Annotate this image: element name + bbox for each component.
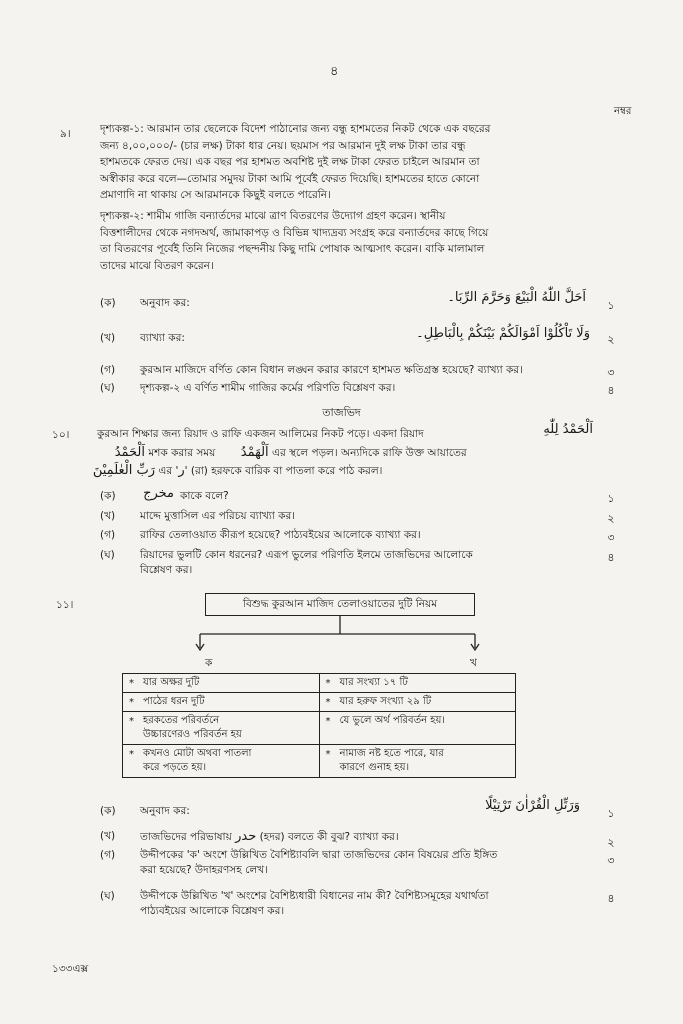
q11-rules-table [122, 673, 516, 778]
q10-sub-kha-letter: (খ) [100, 510, 116, 522]
cell-text: উচ্চারণেরও পরিবর্তন হয় [143, 729, 242, 740]
table-cell-right: * যে ভুলে অর্থ পরিবর্তন হয়। [319, 712, 516, 745]
question-9-number: ৯। [60, 128, 71, 140]
q9-sub-ga-mark: ৩ [607, 366, 615, 379]
q11-sub-ka-mark: ১ [607, 807, 615, 820]
cell-text: যার সংখ্যা ১৭ টি [339, 677, 408, 688]
text-line: তাদের মাঝে বিতরণ করেন। [100, 259, 214, 272]
cell-text: নামাজ নষ্ট হতে পারে, যার [339, 748, 444, 759]
text-line: হাশমতকে ফেরত দেয়। এক বছর পর হাশমত অবশিষ্ট দুই লক্ষ টাকা ফেরত চাইলে আরমান তা [100, 156, 480, 168]
q11-right-label: খ [470, 657, 477, 669]
q11-sub-kha-text [140, 829, 399, 845]
q10-arabic-alhamdulillah: اَلْحَمْدُ لِلّٰهِ [543, 422, 593, 437]
text-line: উদ্দীপকে উল্লিখিত 'খ' অংশের বৈশিষ্ট্যধারী বিধানের নাম কী? বৈশিষ্ট্যসমূহের যথার্থতা [140, 890, 489, 902]
question-10-number: ১০। [52, 429, 70, 441]
cell-text: কখনও মোটা অথবা পাতলা [143, 748, 252, 759]
q11-sub-ka-text: অনুবাদ কর: [140, 805, 190, 817]
text-line: দৃশ্যকল্প-২: শামীম গাজি বন্যার্তদের মাঝে ত্রাণ বিতরণের উদ্যোগ গ্রহণ করেন। স্থানীয় [100, 210, 446, 222]
q11-left-label: ক [205, 657, 213, 669]
table-cell-left: * পাঠের ধরন দুটি [123, 693, 320, 712]
q10-sub-kha-text: মাদ্দে মুত্তাসিল এর পরিচয় ব্যাখ্যা কর। [140, 510, 296, 522]
q11-sub-kha-text-a: তাজভিদের পরিভাষায় [140, 831, 232, 843]
q9-sub-kha-letter: (খ) [100, 332, 116, 344]
q11-sub-ka-letter: (ক) [100, 805, 116, 817]
table-cell-right: * নামাজ নষ্ট হতে পারে, যার কারণে গুনাহ হয়। [319, 745, 516, 778]
q9-sub-ka-arabic: اَحَلَّ اللّٰهُ الْبَيْعَ وَحَرَّمَ الرِّبَا۔ [447, 290, 586, 305]
q11-sub-ga-letter: (গ) [100, 849, 116, 861]
table-cell-left: * যার অক্ষর দুটি [123, 674, 320, 693]
q10-sub-ga-mark: ৩ [607, 531, 615, 544]
q10-sub-gha-letter: (ঘ) [100, 549, 115, 561]
q11-sub-kha-text-b: (হদর) বলতে কী বুঝ? ব্যাখ্যা কর। [259, 831, 399, 843]
q9-sub-kha-mark: ২ [607, 333, 615, 346]
q9-sub-ga-letter: (গ) [100, 364, 116, 376]
table-cell-right: * যার হরুফ সংখ্যা ২৯ টি [319, 693, 516, 712]
q10-line-3b-text: ' (রা) হরফকে বারিক বা পাতলা করে পাঠ করল। [184, 465, 383, 477]
q10-sub-ka-letter: (ক) [100, 490, 116, 502]
q9-sub-ka-text: অনুবাদ কর: [140, 297, 190, 309]
cell-text: যার অক্ষর দুটি [143, 677, 200, 688]
text-line: করা হয়েছে? উদাহরণসহ লেখ। [140, 864, 268, 876]
q11-sub-gha-mark: ৪ [607, 892, 615, 905]
q11-sub-gha-letter: (ঘ) [100, 890, 115, 902]
text-line: অস্বীকার করে বলে—তোমার সমুদয় টাকা আমি পূর্বেই ফেরত দিয়েছি। হাশমতের হাতে কোনো [100, 172, 480, 185]
q10-arabic-alhamdu-wrong: اَلْهَمْدُ [240, 445, 269, 460]
text-line: উদ্দীপকের 'ক' অংশে উল্লিখিত বৈশিষ্ট্যাবলি দ্বারা তাজভিদের কোন বিষয়ের প্রতি ইঙ্গিত [140, 849, 498, 861]
table-cell-right: * যার সংখ্যা ১৭ টি [319, 674, 516, 693]
q10-sub-ga-text: রাফির তেলাওয়াত কীরূপ হয়েছে? পাঠ্যবইয়ের আলোকে ব্যাখ্যা কর। [140, 529, 421, 541]
table-row [123, 745, 516, 778]
cell-text: যে ভুলে অর্থ পরিবর্তন হয়। [339, 715, 445, 726]
table-row [123, 674, 516, 693]
table-cell-left: * কখনও মোটা অথবা পাতলা করে পড়তে হয়। [123, 745, 320, 778]
question-11-number: ১১। [56, 599, 74, 611]
cell-text: পাঠের ধরন দুটি [143, 696, 205, 707]
q10-sub-gha-mark: ৪ [607, 551, 615, 564]
table-row [123, 693, 516, 712]
q10-sub-ka-arabic: مخرج [143, 486, 174, 501]
q9-sub-gha-mark: ৪ [607, 384, 615, 397]
q10-arabic-alhamdu: اَلْحَمْدُ [114, 445, 145, 460]
marks-column-header: নম্বর [614, 106, 632, 117]
q9-sub-kha-text: ব্যাখ্যা কর: [140, 332, 185, 344]
q10-arabic-rabbil-alamin: رَبِّ الْعٰلَمِيْنَ [92, 463, 155, 478]
q11-diagram-title-box: বিশুদ্ধ কুরআন মাজিদ তেলাওয়াতের দুটি নিয়ম [205, 593, 475, 616]
text-line: বিশ্লেষণ কর। [140, 564, 193, 576]
table-cell-left: * হরকতের পরিবর্তনে উচ্চারণেরও পরিবর্তন হয় [123, 712, 320, 745]
q10-sub-ka-text: কাকে বলে? [180, 490, 229, 502]
q9-sub-gha-text: দৃশ্যকল্প-২ এ বর্ণিত শামীম গাজির কর্মের পরিণতি বিশ্লেষণ কর। [140, 382, 396, 394]
q11-sub-ga-mark: ৩ [607, 854, 615, 867]
text-line: দৃশ্যকল্প-১: আরমান তার ছেলেকে বিদেশ পাঠানোর জন্য বন্ধু হাশমতের নিকট থেকে এক বছরের [100, 123, 491, 135]
cell-text: করে পড়তে হয়। [143, 762, 207, 773]
q10-line-2c-text: পড়ল। অন্যদিকে রাফি উক্ত আয়াতের [311, 447, 467, 459]
cell-text: যার হরুফ সংখ্যা ২৯ টি [339, 696, 432, 707]
q11-sub-ga-text [140, 848, 600, 878]
text-line: রিয়াদের ভুলটি কোন ধরনের? এরূপ ভুলের পরিণতি ইলমে তাজভিদের আলোকে [140, 549, 473, 561]
q10-line-3a-text: এর ' [158, 465, 179, 477]
q11-sub-ka-arabic: وَرَتِّلِ الْقُرْاٰنَ تَرْتِيْلًا [485, 798, 580, 813]
text-line: জন্য ৪,০০,০০০/- (চার লক্ষ) টাকা ধার নেয়। ছয়মাস পর আরমান দুই লক্ষ টাকা তার বন্ধু [100, 139, 466, 152]
q11-sub-kha-letter: (খ) [100, 830, 116, 842]
q11-sub-kha-mark: ২ [607, 836, 615, 849]
q9-sub-ka-letter: (ক) [100, 297, 116, 309]
q10-sub-ga-letter: (গ) [100, 529, 116, 541]
text-line: প্রমাণাদি না থাকায় সে আরমানকে কিছুই বলতে পারেনি। [100, 189, 331, 201]
q10-sub-kha-mark: ২ [607, 512, 615, 525]
q10-arabic-ra: ر [178, 463, 185, 478]
table-row [123, 712, 516, 745]
text-line: তা বিতরণের পূর্বেই তিনি নিজের পছন্দনীয় কিছু দামি পোষাক আত্মসাৎ করেন। বাকি মালামাল [100, 243, 485, 255]
q11-sub-kha-arabic: حدر [235, 829, 257, 844]
q10-line-2-text: মশক করার সময় [148, 447, 216, 459]
q11-sub-gha-text [140, 889, 600, 919]
q9-sub-ka-mark: ১ [607, 299, 615, 312]
q10-line-1-text: কুরআন শিক্ষার জন্য রিয়াদ ও রাফি একজন আলিমের নিকট পড়ে। একদা রিয়াদ [97, 428, 424, 440]
q9-sub-kha-arabic: وَلَا تَاْكُلُوْا اَمْوَالَكُمْ بَيْنَكُمْ بِالْبَاطِلِ۔ [416, 326, 590, 341]
q9-sub-gha-letter: (ঘ) [100, 382, 115, 394]
q9-sub-ga-text: কুরআন মাজিদে বর্ণিত কোন বিধান লঙ্ঘন করার কারণে হাশমত ক্ষতিগ্রস্ত হয়েছে? ব্যাখ্যা কর। [140, 364, 523, 376]
q10-sub-ka-mark: ১ [607, 492, 615, 505]
footer-code: ১৩৩এক্স [52, 963, 89, 975]
cell-text: হরকতের পরিবর্তনে [143, 715, 220, 726]
text-line: বিত্তশালীদের থেকে নগদঅর্থ, জামাকাপড় ও বিভিন্ন খাদ্যদ্রব্য সংগ্রহ করে বন্যার্তদের কাছে গিয়ে [100, 226, 489, 239]
page-number: ৪ [330, 64, 339, 79]
cell-text: কারণে গুনাহ হয়। [339, 762, 410, 773]
q10-line-2b-text: এর স্থলে [272, 447, 309, 459]
section-heading-tajvid: তাজভিদ [322, 406, 361, 419]
text-line: পাঠ্যবইয়ের আলোকে বিশ্লেষণ কর। [140, 905, 285, 917]
